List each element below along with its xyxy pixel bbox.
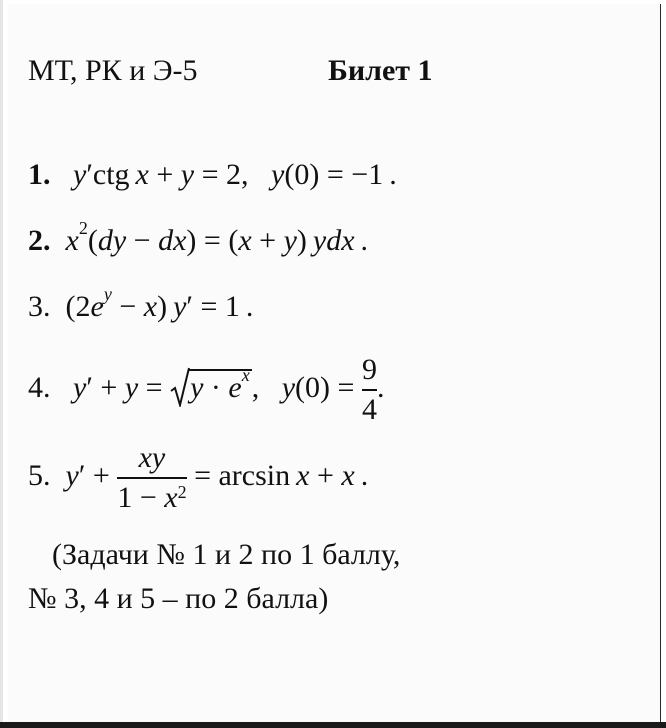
problem-5-formula: y′ + $\frac{xy}{1 - x^2}$ = arcsin x + x .: [65, 441, 369, 514]
scan-edge-bottom: [0, 722, 666, 728]
problem-1-number: 1.: [28, 158, 51, 191]
problem-5: [28, 440, 368, 516]
problem-2: [28, 218, 369, 258]
problem-4-formula: y′ + y = $y \cdot e^x$, y(0) = $\frac{9}{4}$ .: [73, 353, 385, 426]
problem-3-formula: $(2e^y - x) y' = 1$ .: [58, 284, 254, 323]
problem-5-number: 5.: [28, 458, 51, 492]
problem-2-number: 2.: [28, 224, 51, 257]
problem-1: [28, 158, 397, 192]
sqrt-symbol: $y \cdot e^x$: [170, 369, 252, 405]
problem-4-number: 4.: [28, 370, 51, 404]
ticket-title: Билет 1: [328, 54, 433, 87]
problem-3-number: 3.: [28, 290, 51, 323]
problem-3: [28, 284, 254, 324]
problem-4: [28, 352, 384, 428]
group-label: МТ, РК и Э-5: [28, 54, 198, 87]
fraction-9-4: $\frac{9}{4}$: [361, 353, 377, 426]
scan-edge-left: [0, 0, 3, 728]
scoring-note-line-2: № 3, 4 и 5 – по 2 балла): [28, 582, 329, 615]
problem-1-formula: y′ctg x + y = 2, y(0) = −1 .: [73, 158, 397, 191]
fraction-xy: $\frac{xy}{1 - x^2}$: [117, 441, 187, 514]
problem-2-formula: $x^2(dy - dx) = (x + y)$ ydx .: [65, 218, 369, 257]
scoring-note-line-1: (Задачи № 1 и 2 по 1 баллу,: [52, 538, 401, 571]
